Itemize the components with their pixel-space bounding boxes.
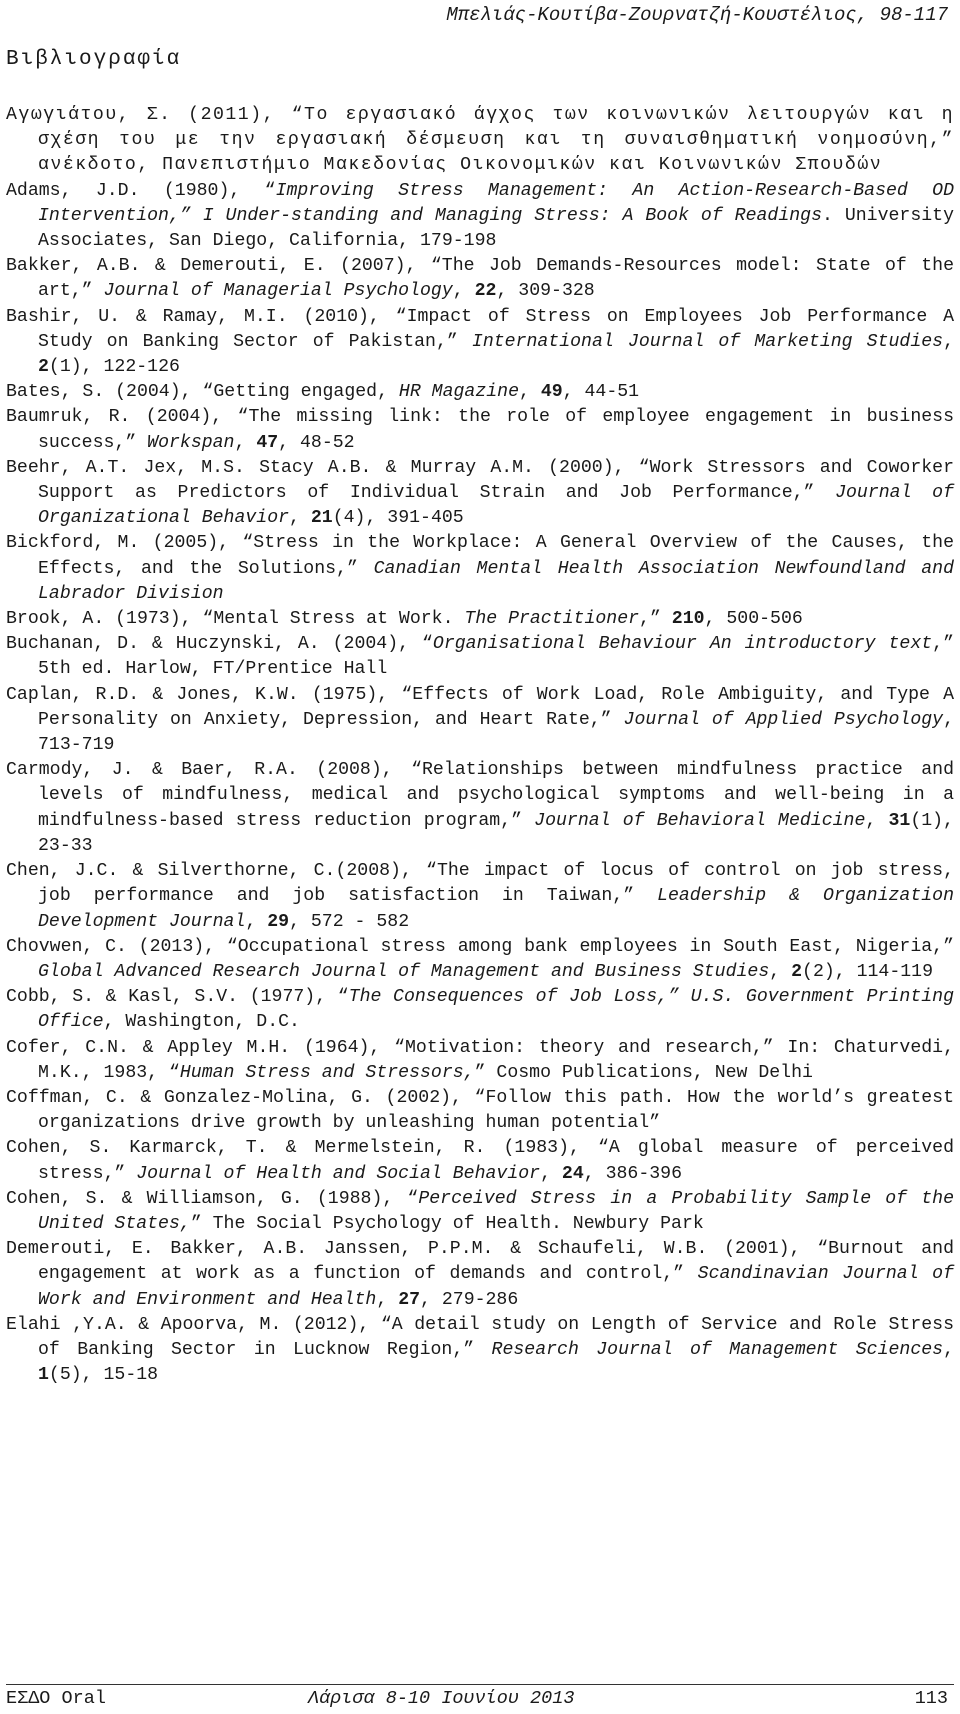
entry-italic-text: Journal of Applied Psychology — [623, 709, 944, 730]
entry-text: (4), 391-405 — [332, 508, 464, 529]
bibliography-entry — [6, 305, 954, 381]
entry-text: , — [518, 382, 541, 403]
bibliography-entry — [6, 1036, 954, 1086]
footer-page-number: 113 — [914, 1688, 948, 1709]
bibliography-entry — [6, 683, 954, 759]
entry-text: Demerouti, E. Bakker, A.B. Janssen, P.P.M. & Schaufeli, W.B. (2001), “Burnout and engagement at work as a function of demands and control,” — [6, 1239, 954, 1285]
running-head: Μπελιάς-Κουτίβα-Ζουρνατζή-Κουστέλιος, 98-117 — [446, 4, 948, 26]
bibliography-entry — [6, 531, 954, 607]
bibliography-entry — [6, 456, 954, 532]
entry-italic-text: HR Magazine — [398, 382, 519, 403]
entry-text: Elahi ,Y.A. & Apoorva, M. (2012), “A detail study on Length of Service and Role Stress of Banking Sector in Lucknow Region,” — [6, 1314, 954, 1360]
entry-text: (5), 15-18 — [48, 1365, 159, 1386]
entry-volume: 29 — [267, 911, 290, 932]
entry-italic-text: Research Journal of Management Sciences — [491, 1339, 944, 1360]
entry-italic-text: Journal of Behavioral Medicine — [534, 810, 866, 831]
entry-italic-text: Canadian Mental Health Association Newfoundland and Labrador Division — [38, 558, 954, 604]
entry-volume: 21 — [310, 508, 333, 529]
entry-volume: 27 — [398, 1289, 421, 1310]
entry-text: Bickford, M. (2005), “Stress in the Workplace: A General Overview of the Causes, the Effects, and the Solutions,” — [6, 533, 954, 579]
entry-text: Bakker, A.B. & Demerouti, E. (2007), “The Job Demands-Resources model: State of the art,” — [6, 256, 954, 302]
entry-text: Beehr, A.T. Jex, M.S. Stacy A.B. & Murray A.M. (2000), “Work Stressors and Coworker Support as Predictors of Individual Strain and Job Performance,” — [6, 457, 954, 504]
entry-text: Bates, S. (2004), “Getting engaged, — [6, 382, 399, 403]
entry-volume: 24 — [561, 1163, 584, 1184]
bibliography-entry — [6, 935, 954, 985]
entry-volume: 2 — [38, 357, 49, 378]
bibliography-entry — [6, 1313, 954, 1389]
footer-conference: ΕΣΔΟ Oral — [6, 1688, 106, 1709]
entry-volume: 2 — [791, 961, 803, 982]
entry-italic-text: Journal of Managerial Psychology — [103, 281, 453, 302]
section-title: Βιβλιογραφία — [6, 48, 182, 71]
entry-text: , 44-51 — [562, 382, 640, 403]
entry-volume: 210 — [671, 609, 705, 630]
entry-text: . University Associates, San Diego, California, 179-198 — [38, 205, 954, 252]
entry-text: (1), 23-33 — [38, 810, 954, 856]
entry-italic-text: The Consequences of Job Loss,” U.S. Government Printing Office — [38, 987, 954, 1033]
entry-text: , 279-286 — [420, 1289, 519, 1310]
entry-italic-text: Improving Stress Management: An Action-Research-Based OD Intervention,” I Under-standing and Managing Stress: A Book of Readings — [38, 180, 955, 226]
entry-text: , — [769, 961, 792, 982]
entry-text: Carmody, J. & Baer, R.A. (2008), “Relationships between mindfulness practice and levels of mindfulness, medical and psychological symptoms and well-being in a mindfulness-based stress reduction program,” — [6, 760, 954, 831]
entry-text: Buchanan, D. & Huczynski, A. (2004), “ — [6, 634, 433, 655]
bibliography-entry — [6, 380, 954, 405]
entry-italic-text: Organisational Behaviour An introductory text — [432, 634, 933, 655]
bibliography-entry — [6, 632, 954, 682]
bibliography-list — [6, 103, 954, 1388]
entry-text: (2), 114-119 — [802, 961, 934, 982]
bibliography-entry — [6, 985, 954, 1035]
bibliography-entry — [6, 1086, 954, 1136]
entry-text: , — [865, 810, 889, 831]
entry-text: Caplan, R.D. & Jones, K.W. (1975), “Effects of Work Load, Role Ambiguity, and Type A Personality on Anxiety, Depression, and Heart Rate,” — [6, 684, 954, 730]
entry-italic-text: Perceived Stress in a Probability Sample of the United States, — [38, 1188, 954, 1234]
bibliography-entry — [6, 1237, 954, 1313]
entry-italic-text: Leadership & Organization Development Journal — [38, 886, 954, 932]
entry-italic-text: Journal of Health and Social Behavior — [136, 1163, 541, 1184]
bibliography-entry — [6, 1136, 954, 1186]
entry-text: , — [245, 911, 268, 932]
footer-rule — [6, 1684, 954, 1685]
entry-volume: 47 — [256, 432, 279, 453]
entry-text: , — [452, 281, 475, 302]
entry-text: ” Cosmo Publications, New Delhi — [474, 1062, 813, 1083]
entry-text: ” The Social Psychology of Health. Newbury Park — [190, 1213, 704, 1234]
entry-text: , — [234, 432, 257, 453]
entry-text: ,” — [639, 609, 672, 630]
entry-text: Baumruk, R. (2004), “The missing link: the role of employee engagement in business success,” — [6, 407, 954, 453]
entry-volume: 1 — [38, 1365, 49, 1386]
entry-text: Cofer, C.N. & Appley M.H. (1964), “Motivation: theory and research,” In: Chaturvedi, M.K., 1983, “ — [6, 1037, 954, 1083]
entry-italic-text: Journal of Organizational Behavior — [38, 483, 954, 529]
bibliography-entry — [6, 179, 954, 255]
entry-volume: 22 — [474, 281, 497, 302]
entry-text: , — [943, 1339, 954, 1360]
entry-text: Chovwen, C. (2013), “Occupational stress among bank employees in South East, Nigeria,” — [6, 936, 954, 957]
entry-text: , 48-52 — [278, 432, 355, 453]
entry-volume: 31 — [888, 810, 911, 831]
entry-text: Coffman, C. & Gonzalez-Molina, G. (2002), “Follow this path. How the world’s greatest organizations drive growth by unleashing human potential” — [6, 1087, 954, 1134]
entry-italic-text: Human Stress and Stressors, — [179, 1062, 475, 1083]
entry-text: , 572 - 582 — [289, 911, 410, 932]
bibliography-entry — [6, 1187, 954, 1237]
bibliography-entry — [6, 254, 954, 304]
bibliography-entry — [6, 758, 954, 859]
entry-text: , — [540, 1163, 562, 1184]
entry-text: Adams, J.D. (1980), “ — [6, 180, 276, 201]
entry-text: , Washington, D.C. — [103, 1012, 300, 1033]
footer-location-date: Λάρισα 8-10 Ιουνίου 2013 — [308, 1688, 575, 1709]
entry-text: Brook, A. (1973), “Mental Stress at Work. — [6, 609, 465, 630]
entry-text: Αγωγιάτου, Σ. (2011), “Το εργασιακό άγχος των κοινωνικών λειτουργών και η σχέση του με την εργασιακή δέσμευση και τη συναισθηματική νοημοσύνη,” ανέκδοτο, Πανεπιστήμιο Μακεδονίας Οικονομικών και Κοινωνικών Σπουδών — [6, 105, 954, 176]
entry-text: , 500-506 — [704, 609, 803, 630]
entry-text: (1), 122-126 — [48, 357, 180, 378]
bibliography-entry — [6, 405, 954, 455]
entry-text: , — [289, 508, 311, 529]
bibliography-entry — [6, 607, 954, 632]
entry-text: Bashir, U. & Ramay, M.I. (2010), “Impact of Stress on Employees Job Performance A Study on Banking Sector of Pakistan,” — [6, 306, 954, 352]
bibliography-entry — [6, 859, 954, 935]
entry-text: Chen, J.C. & Silverthorne, C.(2008), “The impact of locus of control on job stress, job performance and job satisfaction in Taiwan,” — [6, 861, 954, 907]
entry-text: ,” 5th ed. Harlow, FT/Prentice Hall — [38, 634, 954, 680]
entry-text: , — [943, 331, 954, 352]
entry-text: Cohen, S. Karmarck, T. & Mermelstein, R. (1983), “A global measure of perceived stress,” — [6, 1138, 954, 1184]
entry-text: , — [376, 1289, 399, 1310]
entry-text: , 386-396 — [583, 1163, 682, 1184]
entry-text: , 309-328 — [496, 281, 595, 302]
entry-text: , 713-719 — [38, 709, 954, 756]
entry-volume: 49 — [540, 382, 563, 403]
entry-italic-text: Scandinavian Journal of Work and Environment and Health — [38, 1264, 955, 1310]
entry-text: Cobb, S. & Kasl, S.V. (1977), “ — [6, 987, 349, 1008]
entry-italic-text: Global Advanced Research Journal of Management and Business Studies — [38, 961, 770, 982]
entry-italic-text: The Practitioner — [464, 609, 640, 630]
entry-italic-text: International Journal of Marketing Studies — [471, 331, 944, 352]
bibliography-entry — [6, 103, 954, 179]
entry-italic-text: Workspan — [147, 432, 235, 453]
entry-text: Cohen, S. & Williamson, G. (1988), “ — [6, 1188, 419, 1209]
